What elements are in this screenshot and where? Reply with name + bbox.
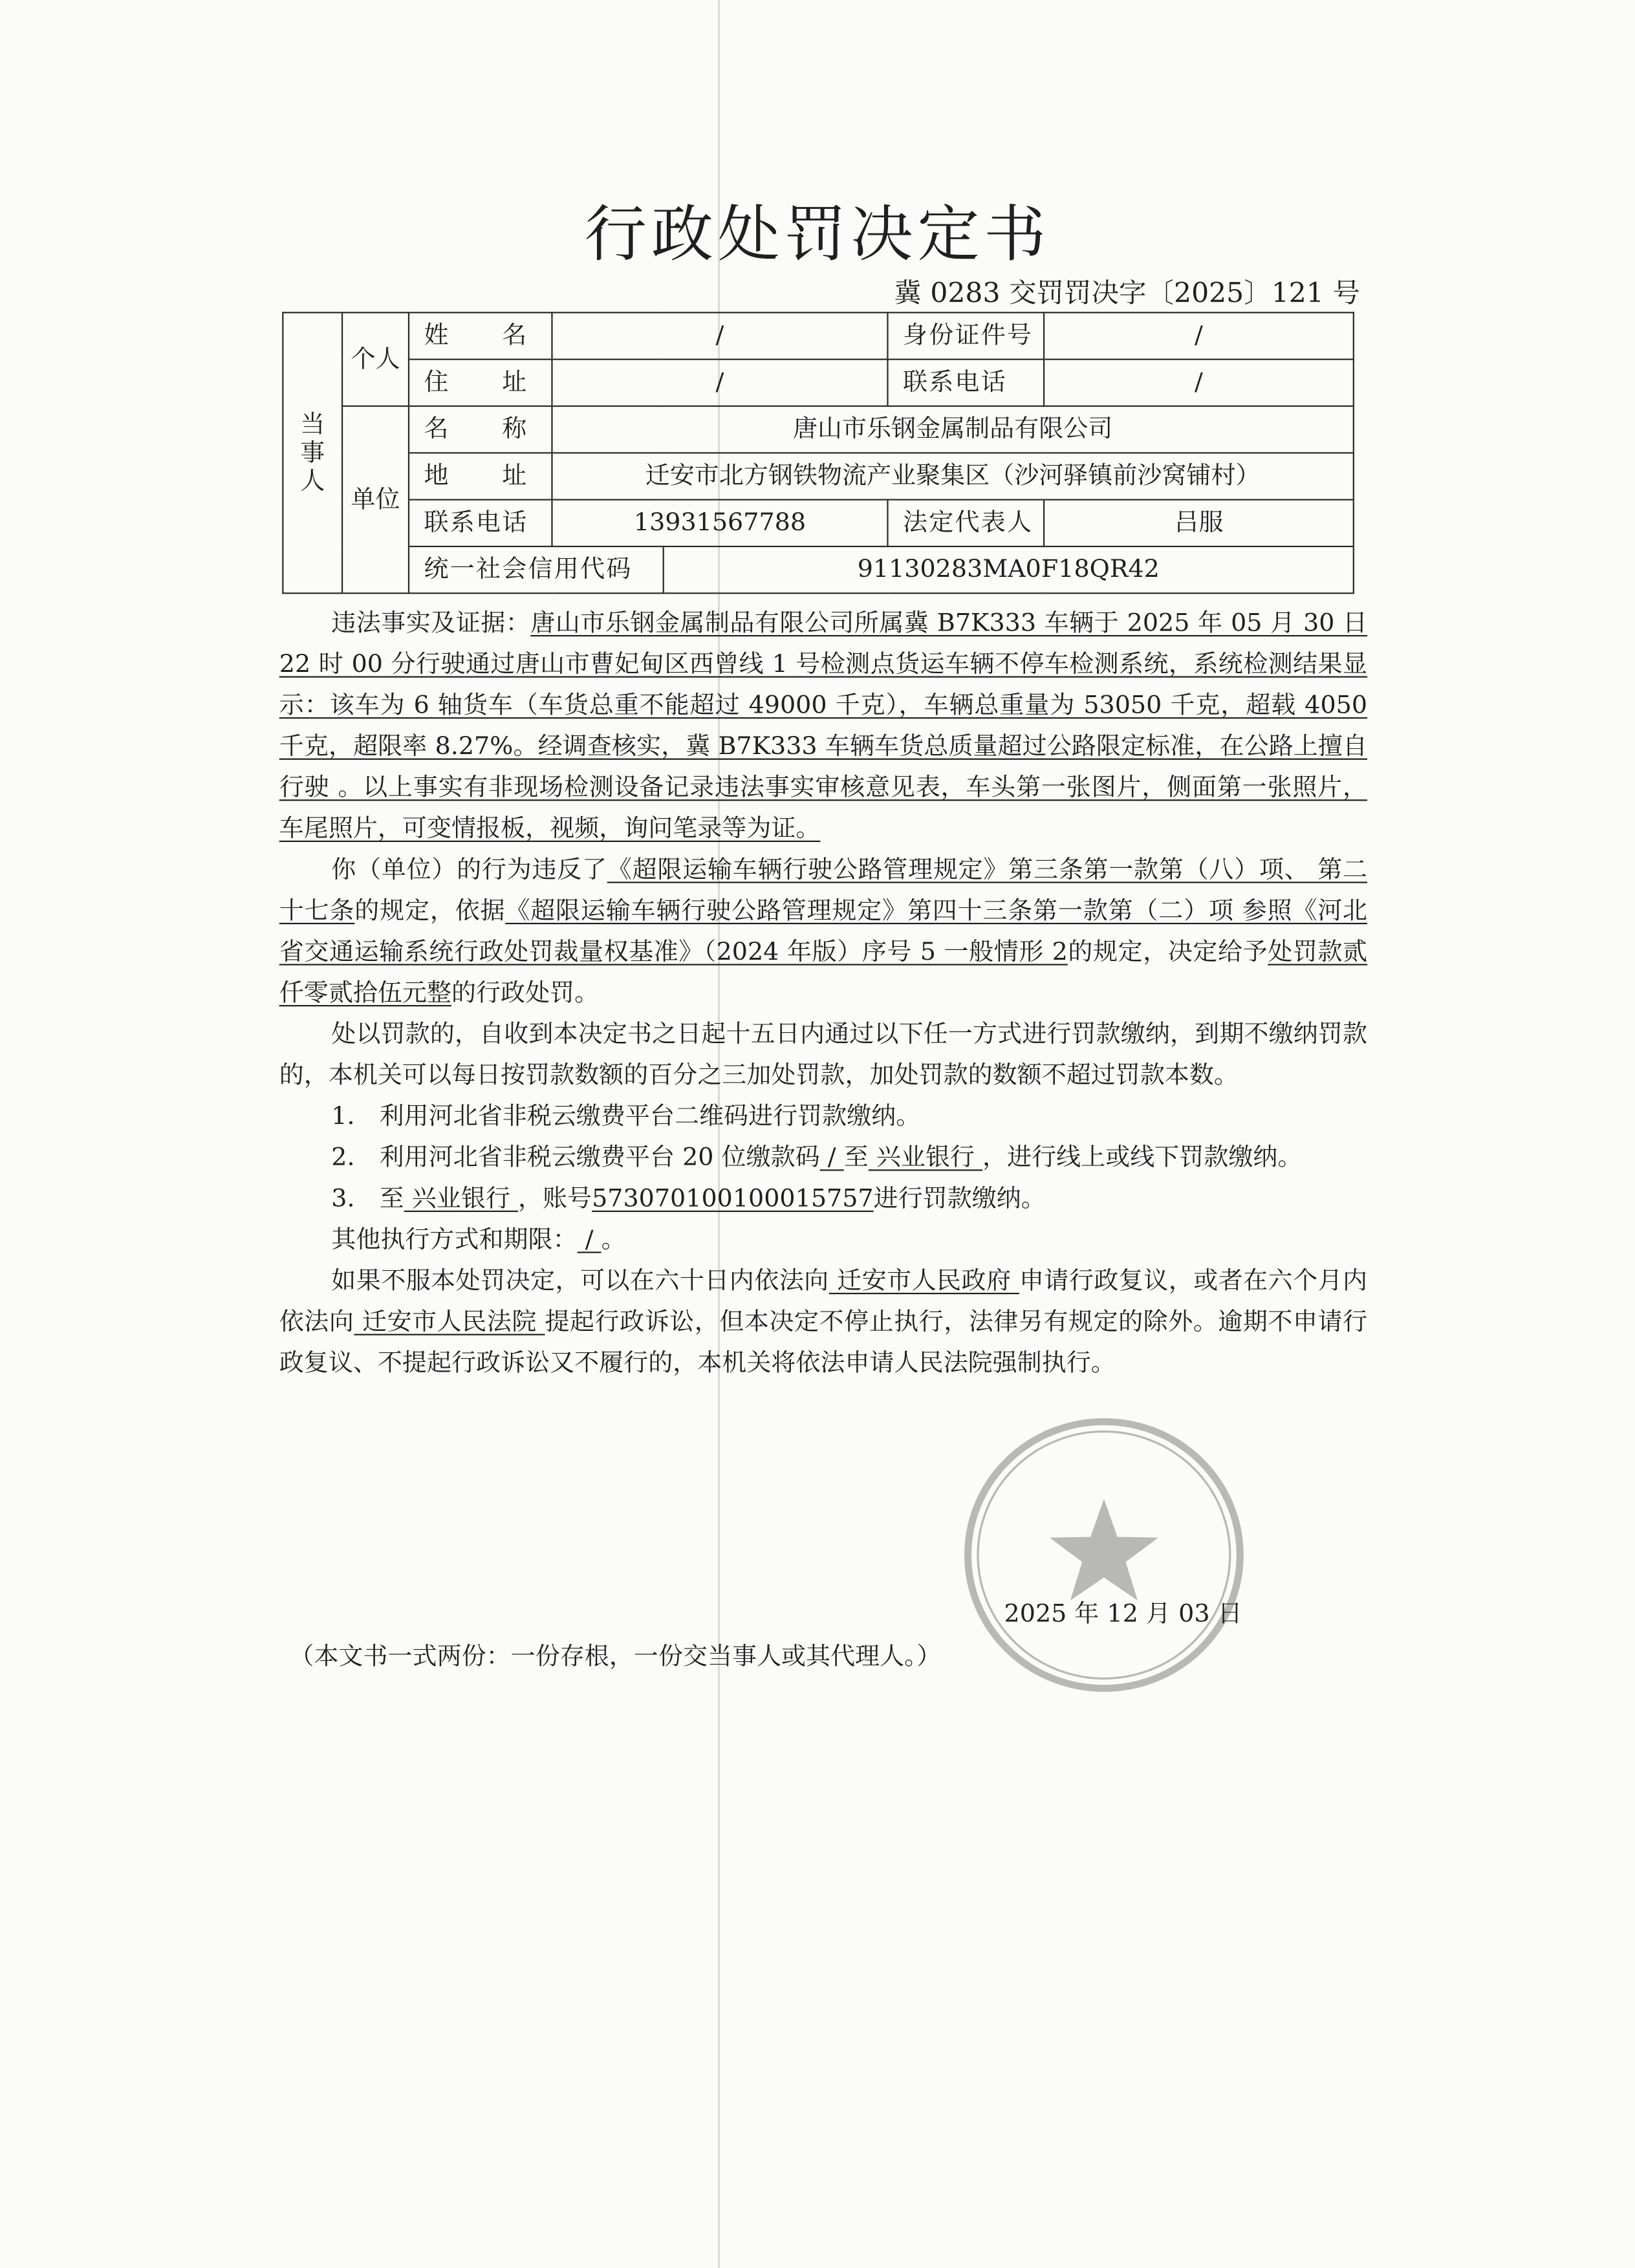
appeal-text: 如果不服本处罚决定，可以在六十日内依法向 [331,1267,829,1296]
individual-name-label: 姓 名 [409,312,552,359]
individual-name-value: / [552,312,887,359]
payment-method-1: 1. 利用河北省非税云缴费平台二维码进行罚款缴纳。 [331,1103,921,1132]
individual-id-label: 身份证件号 [887,312,1044,359]
violation-text: 的规定，依据 [354,897,506,926]
individual-label: 个人 [342,312,409,406]
individual-address-label: 住 址 [409,360,552,406]
facts-text: 唐山市乐钢金属制品有限公司所属冀 B7K333 车辆于 2025 年 05 月 30 日 22 时 00 分行驶通过唐山市曹妃甸区西曾线 1 号检测点货运车辆不停车检测系统，系统检测结果显示：该车为 6 轴货车（车货总重不能超过 49000 千克），车辆总重量为 53050 千克，超载 4050 千克，超限率 8.27%。经调查核实，冀 B7K333 车辆车货总质量超过公路限定标准，在公路上擅自行驶 。以上事实有非现场检测设备记录违法事实审核意见表，车头第一张图片，侧面第一张照片，车尾照片，可变情报板，视频，询问笔录等为证。 [279,609,1368,844]
payment-text: ，进行线上或线下罚款缴纳。 [982,1143,1303,1172]
payment-text: 至 [843,1143,869,1172]
payment-text: 其他执行方式和期限： [331,1226,578,1255]
unit-rep-label: 法定代表人 [887,500,1044,546]
court-name: 迁安市人民法院 [354,1308,545,1337]
payment-method-2 [279,1138,1367,1180]
facts-paragraph [279,604,1367,850]
violated-law: 《超限运输车辆行驶公路管理规定》第三条第一款第（八）项、 第二十七条 [279,856,1368,926]
unit-phone-value: 13931567788 [552,500,887,546]
review-authority: 迁安市人民政府 [828,1267,1019,1296]
unit-credit-label: 统一社会信用代码 [409,546,664,593]
unit-address-label: 地 址 [409,453,552,499]
other-execution [279,1220,1367,1262]
official-seal [960,1415,1247,1696]
penalty-amount: 处罚款贰仟零贰拾伍元整 [279,938,1368,1008]
individual-address-value: / [552,360,887,406]
party-info-table [282,312,1354,594]
document-number: 冀 0283 交罚罚决字〔2025〕121 号 [894,277,1360,309]
unit-rep-value: 吕服 [1044,500,1354,546]
unit-phone-label: 联系电话 [409,500,552,546]
payment-text: ，账号 [517,1185,592,1214]
unit-address-value: 迁安市北方钢铁物流产业聚集区（沙河驿镇前沙窝铺村） [552,453,1353,499]
document-body [279,604,1367,1385]
payment-code: / [819,1143,844,1172]
payment-account: 573070100100015757 [592,1185,874,1214]
individual-phone-label: 联系电话 [887,360,1044,406]
other-execution-value: / [577,1226,601,1255]
unit-credit-value: 91130283MA0F18QR42 [664,546,1354,593]
unit-label: 单位 [342,406,409,593]
facts-label: 违法事实及证据： [331,609,531,638]
appeal-text: 申请行政复议，或者在六个月内依法向 [279,1267,1368,1337]
copies-note: （本文书一式两份：一份存根，一份交当事人或其代理人。） [289,1643,942,1672]
payment-method-3 [279,1180,1367,1221]
individual-phone-value: / [1044,360,1354,406]
payment-bank: 兴业银行 [868,1143,983,1172]
appeal-paragraph [279,1262,1367,1385]
individual-id-value: / [1044,312,1354,359]
payment-bank: 兴业银行 [404,1185,518,1214]
violation-text: 你（单位）的行为违反了 [331,856,607,885]
document-title: 行政处罚决定书 [584,200,1051,271]
payment-text: 2. 利用河北省非税云缴费平台 20 位缴款码 [331,1143,820,1172]
payment-intro: 处以罚款的，自收到本决定书之日起十五日内通过以下任一方式进行罚款缴纳，到期不缴纳罚款的，本机关可以每日按罚款数额的百分之三加处罚款，加处罚款的数额不超过罚款本数。 [279,1021,1368,1090]
violation-paragraph [279,850,1367,1015]
issue-date: 2025 年 12 月 03 日 [1004,1600,1242,1629]
party-group-label: 当事人 [283,312,342,593]
violation-text: 的行政处罚。 [451,979,600,1008]
unit-name-value: 唐山市乐钢金属制品有限公司 [552,406,1353,453]
appeal-text: 提起行政诉讼，但本决定不停止执行，法律另有规定的除外。逾期不申请行政复议、不提起行政诉讼又不履行的，本机关将依法申请人民法院强制执行。 [279,1308,1368,1378]
payment-text: 3. 至 [331,1185,404,1214]
payment-text: 。 [601,1226,626,1255]
unit-name-label: 名 称 [409,406,552,453]
violation-text: 的规定，决定给予 [1067,938,1268,967]
seal-star-icon [1050,1499,1158,1601]
basis-law: 《超限运输车辆行驶公路管理规定》第四十三条第一款第（二）项 参照《河北省交通运输系统行政处罚裁量权基准》（2024 年版）序号 5 一般情形 2 [279,897,1368,967]
payment-text: 进行罚款缴纳。 [873,1185,1046,1214]
